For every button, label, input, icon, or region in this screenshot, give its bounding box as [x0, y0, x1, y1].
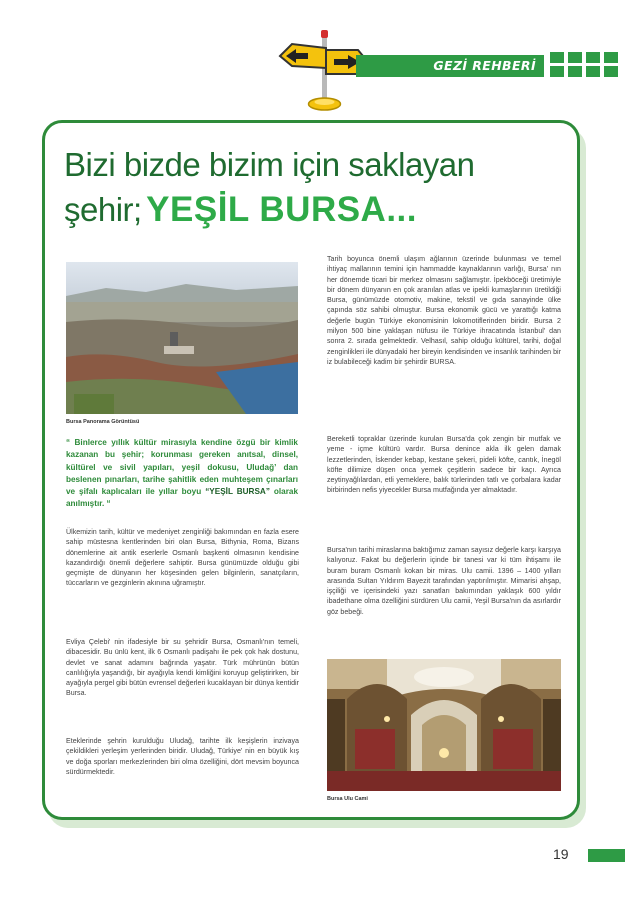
left-paragraph-1: Ülkemizin tarih, kültür ve medeniyet zenginliği bakımından en fazla esere sahip müstesna kentlerinden biri olan Bursa, Bithynia, Roma, Bizans dönemlerine ait antik eserlerle Osmanlı başkenti olmasının kendisine kazandırdığı önemli değerlere sahiptir. Bursa günümüzde olduğu gibi geçmişte de dünyanın her köşesinden gelen bilginlerin, sanatçıların, tüccarların ve gezginlerin akınına uğramıştır. [66, 528, 299, 588]
footer-bar [588, 849, 625, 862]
headline-line-1: Bizi bizde bizim için saklayan [64, 146, 475, 183]
quote-text-1: “ Binlerce yıllık kültür mirasıyla kendine özgü bir kimlik kazanan bu şehir; korunması gereken anıtsal, dinsel, kültürel ve sivil yapıları, yeşil dokusu, Uludağ’ dan beslenen pınarları, tarihe şahitlik eden muhteşem çınarları ve şifalı kaplıcaları ile yıllar boyu [66, 438, 298, 497]
section-title: GEZİ REHBERİ [433, 58, 536, 73]
page-number: 19 [553, 846, 569, 862]
ulu-cami-photo [327, 659, 561, 791]
bursa-panorama-photo [66, 262, 298, 414]
quote-emphasis: “YEŞİL BURSA” [205, 487, 270, 497]
headline-prefix: şehir; [64, 191, 142, 228]
panorama-caption: Bursa Panorama Görüntüsü [66, 419, 140, 425]
quote-text-2: olarak anılmıştır. “ [66, 487, 298, 509]
right-paragraph-3: Bursa'nın tarihi miraslarına baktığımız zaman sayısız değerle karşı karşıya kalıyoruz. Fakat bu değerlerin içinde bir tanesi var ki tüm ihtişamı ile buram buram Osmanlı kokan bir miras. Ulu camii. 1396 – 1400 yılları arasında Sultan Yıldırım Bayezit tarafından yaptırılmıştır. Mimarisi ahşap, işçiliği ve içerisindeki yazı sanatları bakımından yaklaşık 600 yıldır ibadethane olma özelliğini sürdüren Ulu camii, Yeşil Bursa'nın da asırlardır göz bebeği. [327, 546, 561, 616]
left-paragraph-3: Eteklerinde şehrin kurulduğu Uludağ, tarihte ilk keşişlerin inzivaya çekildikleri yerleşim yerlerinden biridir. Uludağ, Türkiye' nin en büyük kış ve doğa sporları merkezlerinden biri olma özelliğini, dört mevsim boyunca sürdürmektedir. [66, 737, 299, 776]
pull-quote [66, 437, 298, 511]
right-paragraph-1: Tarih boyunca önemli ulaşım ağlarının üzerinde bulunması ve temel ihtiyaç mallarının temini için hammadde kaynaklarının varlığı, Bursa' nın her dönemde ticari bir merkez olmasını sağlamıştır. İpekböceği üretimiyle bir dönem dünyanın en çok aranılan atlas ve ipekli kumaşlarının üretildiği Bursa, günümüzde otomotiv, makine, tekstil ve gıda sanayinde ülke çapında söz sahibi olmuştur. Bursa ekonomik gücü ve yarattığı katma değerle bugün Türkiye ekonomisinin lokomotiflerinden biridir. Bursa 2 milyon 500 bine yaklaşan nüfusu ile Türkiye ihracatında İstanbul' dan sonra 2. sırada gelmektedir. Velhasıl, sahip olduğu kültürel, tarihi, doğal zenginlikleri ile dünyadaki her bireyin kendisinden ve insanlık tarihinden bir iz bulabileceği kadim bir şehirdir BURSA. [327, 255, 561, 366]
headline-emphasis: YEŞİL BURSA... [146, 190, 418, 229]
ulu-cami-caption: Bursa Ulu Cami [327, 796, 368, 802]
section-header-bar [356, 55, 544, 77]
headline-line-2 [64, 190, 417, 230]
right-paragraph-2: Bereketli topraklar üzerinde kurulan Bursa'da çok zengin bir mutfak ve yeme - içme kültürü vardır. Bursa denince akla ilk gelen damak lezzetlerinden, İskender kebap, kestane şekeri, pideli köfte, cantık, İnegöl köfte dilimize düşen onca yemek çeşitlerin sadece bir kaçı. Ayrıca zeytinyağlılardan, etli yemeklere, balık türlerinden tatlı ve çorbalara kadar birbirinden nefis yiyecekler Bursa mutfağında yer almaktadır. [327, 435, 561, 495]
left-paragraph-2: Evliya Çelebi' nin ifadesiyle bir su şehridir Bursa, Osmanlı'nın temeli, dibacesidir. Bu ünlü kent, ilk 6 Osmanlı padişahı ile pek çok hak dostunu, devlet ve sanat adamını bağrında yaşatır. Türk mührünün bütün canlılığıyla yaşandığı, bir ayağıyla kendi kimliğini koruyup geliştirirken, bir ayağıyla pergel gibi bütün evrensel değerleri kucaklayan bir dünya kentidir Bursa. [66, 638, 299, 698]
header-decorative-squares [550, 52, 622, 78]
